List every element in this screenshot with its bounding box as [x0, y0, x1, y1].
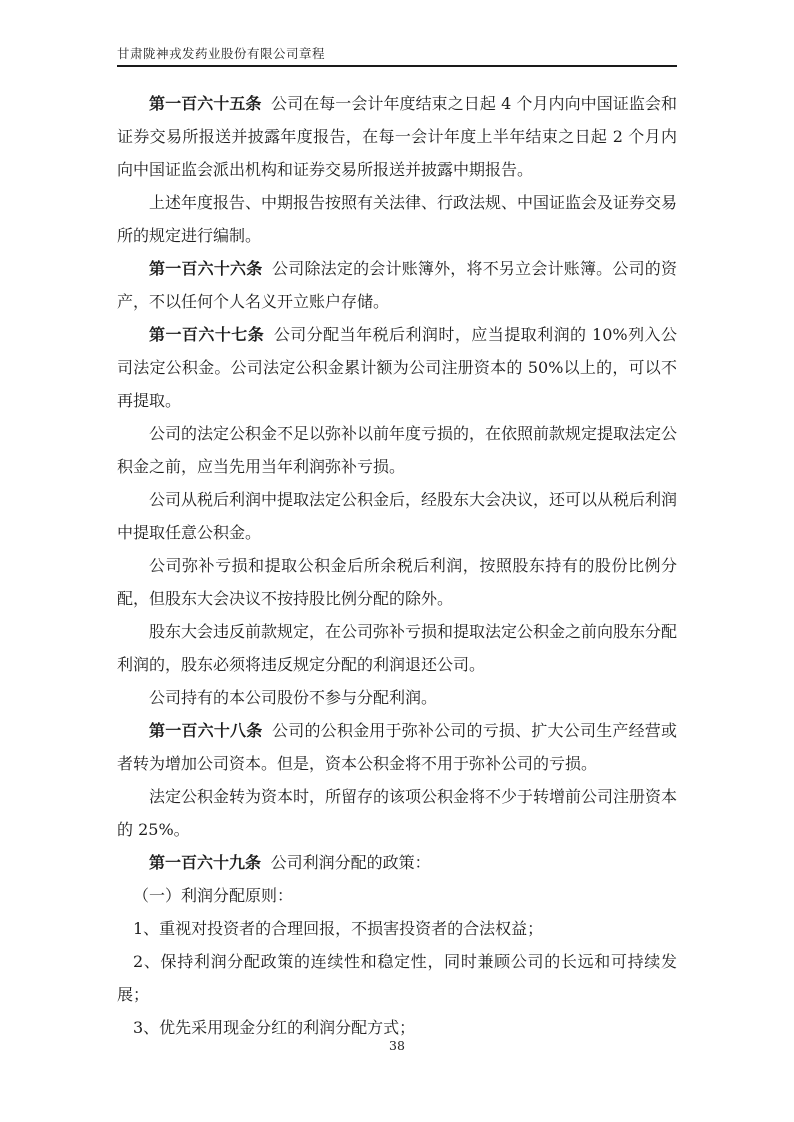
- list-item-1: [117, 912, 677, 945]
- article-number-168: 第一百六十八条: [149, 721, 263, 740]
- paragraph: [117, 186, 677, 252]
- paragraph: [117, 549, 677, 615]
- list-item-principles-heading: [117, 879, 677, 912]
- paragraph-text: （一）利润分配原则：: [133, 886, 294, 905]
- paragraph: [117, 417, 677, 483]
- paragraph-text: 公司利润分配的政策：: [270, 853, 431, 872]
- article-number-165: 第一百六十五条: [149, 94, 262, 113]
- paragraph-text: 公司在每一会计年度结束之日起 4 个月内向中国证监会和证券交易所报送并披露年度报告，在每一会计年度上半年结束之日起 2 个月内向中国证监会派出机构和证券交易所报送并披露中期报告。: [117, 94, 677, 179]
- paragraph-text: 3、优先采用现金分红的利润分配方式；: [133, 1018, 416, 1037]
- paragraph-article-165: [117, 87, 677, 186]
- article-number-167: 第一百六十七条: [149, 325, 265, 344]
- paragraph: [117, 780, 677, 846]
- paragraph-text: 1、重视对投资者的合理回报，不损害投资者的合法权益；: [133, 919, 544, 938]
- paragraph-text: 2、保持利润分配政策的连续性和稳定性，同时兼顾公司的长远和可持续发展；: [117, 952, 677, 1004]
- paragraph-article-166: [117, 252, 677, 318]
- paragraph: [117, 615, 677, 681]
- paragraph-text: 公司除法定的会计账簿外，将不另立会计账簿。公司的资产，不以任何个人名义开立账户存储。: [117, 259, 677, 311]
- paragraph-article-168: [117, 714, 677, 780]
- paragraph-text: 法定公积金转为资本时，所留存的该项公积金将不少于转增前公司注册资本的 25%。: [117, 787, 678, 839]
- paragraph-text: 公司持有的本公司股份不参与分配利润。: [149, 688, 438, 707]
- paragraph-text: 公司的法定公积金不足以弥补以前年度亏损的，在依照前款规定提取法定公积金之前，应当先用当年利润弥补亏损。: [117, 424, 678, 476]
- article-number-166: 第一百六十六条: [149, 259, 263, 278]
- document-header-title: 甘肃陇神戎发药业股份有限公司章程: [117, 46, 677, 67]
- paragraph-article-167: [117, 318, 677, 417]
- paragraph-article-169: [117, 846, 677, 879]
- paragraph-text: 公司的公积金用于弥补公司的亏损、扩大公司生产经营或者转为增加公司资本。但是，资本公积金将不用于弥补公司的亏损。: [117, 721, 677, 773]
- paragraph-text: 公司分配当年税后利润时，应当提取利润的 10%列入公司法定公积金。公司法定公积金累计额为公司注册资本的 50%以上的，可以不再提取。: [117, 325, 677, 410]
- paragraph: [117, 681, 677, 714]
- paragraph-text: 公司弥补亏损和提取公积金后所余税后利润，按照股东持有的股份比例分配，但股东大会决议不按持股比例分配的除外。: [117, 556, 677, 608]
- document-body: [117, 87, 677, 1044]
- paragraph: [117, 483, 677, 549]
- list-item-2: [117, 945, 677, 1011]
- page-number: 38: [389, 1038, 405, 1053]
- article-number-169: 第一百六十九条: [149, 853, 262, 872]
- paragraph-text: 上述年度报告、中期报告按照有关法律、行政法规、中国证监会及证券交易所的规定进行编制。: [117, 193, 678, 245]
- paragraph-text: 股东大会违反前款规定，在公司弥补亏损和提取法定公积金之前向股东分配利润的，股东必须将违反规定分配的利润退还公司。: [117, 622, 678, 674]
- paragraph-text: 公司从税后利润中提取法定公积金后，经股东大会决议，还可以从税后利润中提取任意公积金。: [117, 490, 678, 542]
